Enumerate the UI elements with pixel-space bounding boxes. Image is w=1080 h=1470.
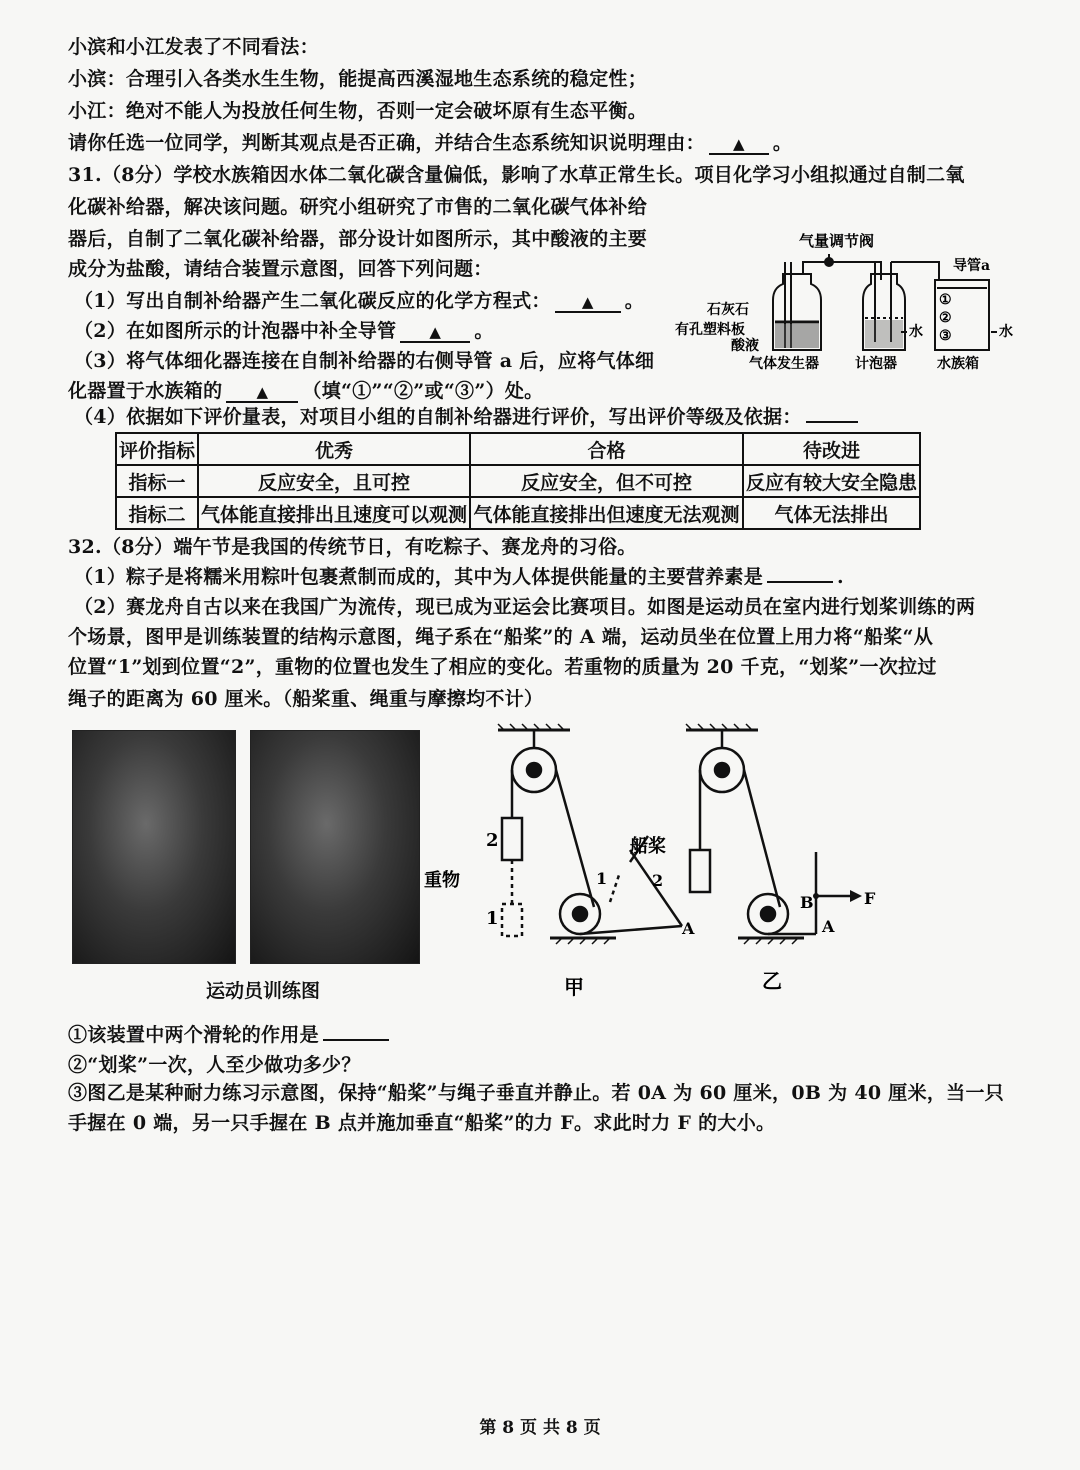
text-segment: （4）依据如下评价量表，对项目小组的自制补给器进行评价，写出评价等级及依据： <box>74 406 802 428</box>
triangle-marker: ▲ <box>732 135 745 153</box>
page-footer: 第 8 页 共 8 页 <box>479 1418 601 1438</box>
answer-blank[interactable] <box>709 134 769 155</box>
table-cell: 反应有较大安全隐患 <box>743 465 920 497</box>
text-segment: 。 <box>624 290 645 312</box>
text-line: 个场景，图甲是训练装置的结构示意图，绳子系在“船桨”的 A 端，运动员坐在位置上用力将“船桨“从 <box>68 626 934 648</box>
limestone-label: 石灰石 <box>707 302 749 318</box>
table-cell: 反应安全，但不可控 <box>470 465 743 497</box>
text-line: 小江：绝对不能人为投放任何生物，否则一定会破坏原有生态平衡。 <box>68 100 648 122</box>
question-32-2: （2）赛龙舟自古以来在我国广为流传，现已成为亚运会比赛项目。如图是运动员在室内进行划桨训练的两 <box>74 596 976 618</box>
question-31-stem: 31.（8分）学校水族箱因水体二氧化碳含量偏低，影响了水草正常生长。项目化学习小组拟通过自制二氧 <box>68 164 965 186</box>
force-f-label: F <box>864 889 876 908</box>
text-segment: 。 <box>772 132 793 154</box>
question-31-3: （3）将气体细化器连接在自制补给器的右侧导管 a 后，应将气体细 <box>74 350 655 372</box>
text-line <box>68 378 543 404</box>
counter-label: 计泡器 <box>855 356 897 372</box>
text-segment: 化器置于水族箱的 <box>68 380 223 402</box>
triangle-marker: ▲ <box>429 323 442 341</box>
text-segment: 请你任选一位同学，判断其观点是否正确，并结合生态系统知识说明理由： <box>68 132 705 154</box>
co2-apparatus-diagram <box>675 222 1025 374</box>
question-32-2-ii: ②“划桨”一次，人至少做功多少？ <box>68 1054 361 1076</box>
text-line: 成分为盐酸，请结合装置示意图，回答下列问题： <box>68 258 493 280</box>
answer-blank[interactable] <box>400 322 470 343</box>
question-32-2-iii: ③图乙是某种耐力练习示意图，保持“船桨”与绳子垂直并静止。若 0A 为 60 厘米，0B 为 40 厘米，当一只 <box>68 1082 1005 1104</box>
text-line: 绳子的距离为 60 厘米。（船桨重、绳重与摩擦均不计） <box>68 688 544 710</box>
acid-label: 酸液 <box>731 338 759 354</box>
water-label: 水 <box>909 324 923 340</box>
answer-blank[interactable] <box>555 292 621 313</box>
text-segment: . <box>837 566 844 588</box>
generator-label: 气体发生器 <box>749 356 819 372</box>
oar-label: 船桨 <box>630 836 666 857</box>
weight-label: 重物 <box>424 870 460 891</box>
answer-blank[interactable] <box>806 421 858 423</box>
plate-label: 有孔塑料板 <box>675 322 745 338</box>
training-photo <box>250 730 420 964</box>
table-cell: 指标一 <box>116 465 198 497</box>
question-32-stem: 32.（8分）端午节是我国的传统节日，有吃粽子、赛龙舟的习俗。 <box>68 536 637 558</box>
answer-blank[interactable] <box>323 1039 389 1041</box>
text-line: 化碳补给器，解决该问题。研究小组研究了市售的二氧化碳气体补给 <box>68 196 648 218</box>
training-photo <box>72 730 236 964</box>
position-3-label: ③ <box>939 328 952 344</box>
text-line: 小滨和小江发表了不同看法： <box>68 36 319 58</box>
point-a-label: A <box>822 917 835 936</box>
text-segment: （1）粽子是将糯米用粽叶包裹煮制而成的，其中为人体提供能量的主要营养素是 <box>74 566 764 588</box>
question-31-4 <box>74 404 1040 430</box>
point-a-label: A <box>682 919 695 938</box>
position-1-label: 1 <box>486 908 499 929</box>
evaluation-rubric-table <box>115 432 921 530</box>
answer-blank[interactable] <box>226 382 298 403</box>
table-cell: 气体能直接排出但速度无法观测 <box>470 497 743 529</box>
question-31-1 <box>74 288 644 314</box>
figure-jia-label: 甲 <box>564 975 584 999</box>
water-label: 水 <box>999 324 1013 340</box>
text-segment: （2）在如图所示的计泡器中补全导管 <box>74 320 397 342</box>
position-2-label: ② <box>939 310 952 326</box>
question-32-2-i <box>68 1022 1040 1048</box>
tank-label: 水族箱 <box>937 356 979 372</box>
table-header-row <box>116 433 920 465</box>
oar-position-2-label: 2 <box>652 871 664 890</box>
table-header-cell: 待改进 <box>743 433 920 465</box>
valve-label: 气量调节阀 <box>799 232 875 250</box>
figure-yi-label: 乙 <box>762 969 782 993</box>
point-b-label: B <box>800 893 814 912</box>
text-segment: 。 <box>474 320 494 342</box>
text-line: 手握在 0 端，另一只手握在 B 点并施加垂直“船桨”的力 F。求此时力 F 的大小。 <box>68 1112 776 1134</box>
pulley-diagrams <box>420 722 880 1007</box>
table-header-cell: 优秀 <box>198 433 470 465</box>
text-segment: （填“①”“②”或“③”）处。 <box>302 380 544 402</box>
table-cell: 气体无法排出 <box>743 497 920 529</box>
text-line: 小滨：合理引入各类水生生物，能提高西溪湿地生态系统的稳定性； <box>68 68 648 90</box>
photo-caption: 运动员训练图 <box>206 980 321 1002</box>
question-31-2 <box>74 318 494 344</box>
text-line: 位置“1”划到位置“2”，重物的位置也发生了相应的变化。若重物的质量为 20 千克，“划桨”一次拉过 <box>68 656 937 678</box>
text-line <box>68 130 1040 156</box>
answer-blank[interactable] <box>767 581 833 583</box>
text-segment: ①该装置中两个滑轮的作用是 <box>68 1024 319 1046</box>
tube-a-label: 导管a <box>953 258 991 274</box>
table-row <box>116 497 920 529</box>
table-cell: 指标二 <box>116 497 198 529</box>
table-row <box>116 465 920 497</box>
triangle-marker: ▲ <box>256 383 269 401</box>
text-segment: （1）写出自制补给器产生二氧化碳反应的化学方程式： <box>74 290 551 312</box>
text-line: 器后，自制了二氧化碳补给器，部分设计如图所示，其中酸液的主要 <box>68 228 648 250</box>
table-cell: 反应安全，且可控 <box>198 465 470 497</box>
triangle-marker: ▲ <box>581 293 594 311</box>
table-cell: 气体能直接排出且速度可以观测 <box>198 497 470 529</box>
question-32-1 <box>74 564 1040 590</box>
position-1-label: ① <box>939 292 952 308</box>
position-2-label: 2 <box>486 830 499 851</box>
table-header-cell: 评价指标 <box>116 433 198 465</box>
table-header-cell: 合格 <box>470 433 743 465</box>
oar-position-1-label: 1 <box>596 869 608 888</box>
